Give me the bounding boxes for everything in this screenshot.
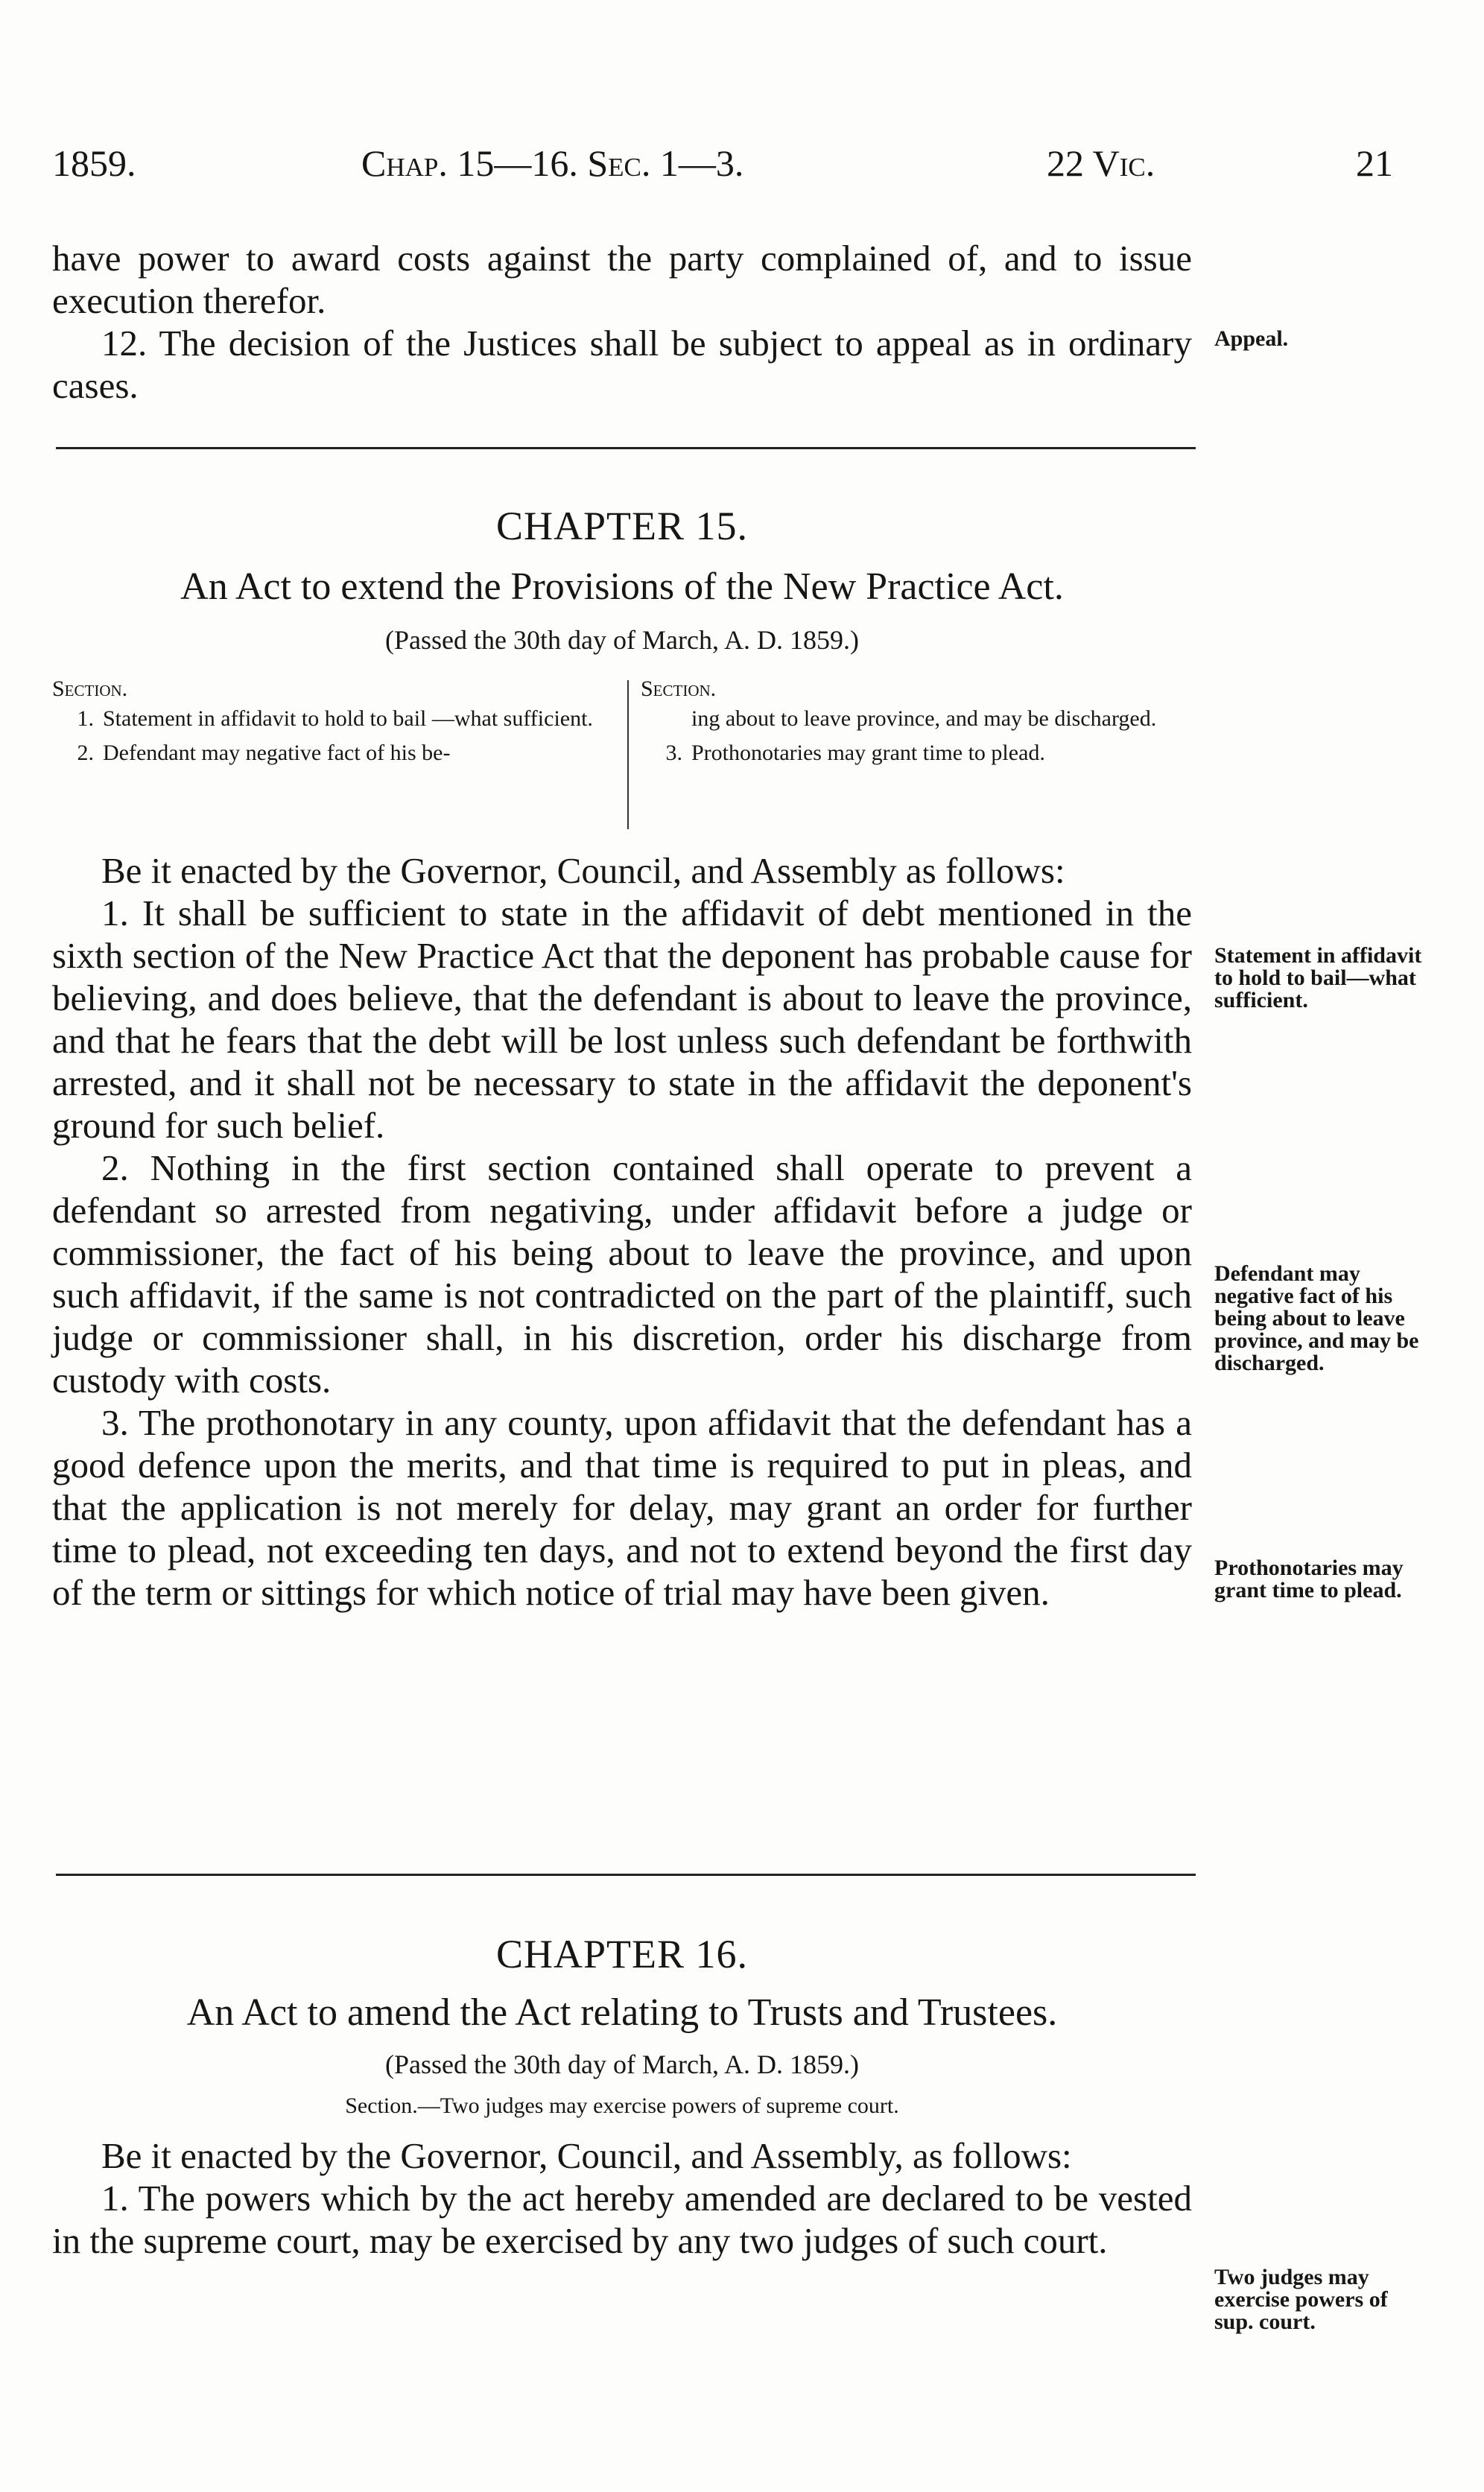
contents-column-divider: [627, 680, 629, 829]
chapter-16-contents: Section.—Two judges may exercise powers of supreme court.: [345, 2093, 899, 2118]
header-year: 1859.: [52, 142, 136, 184]
chapter-15-heading: CHAPTER 15.: [495, 504, 749, 548]
section-text: The powers which by the act hereby amended are declared to be vested in the supreme court, may be exercised by any two judges of such court.: [52, 2178, 1192, 2261]
contents-item-number: [641, 704, 691, 734]
carryover-paragraph: have power to award costs against the party complained of, and to issue execution therefor.: [52, 238, 1192, 321]
chapter-16-passed-date: (Passed the 30th day of March, A. D. 1859.): [385, 2049, 859, 2079]
section-number: 2.: [101, 1147, 129, 1188]
chapter-15-passed-date: (Passed the 30th day of March, A. D. 1859.): [385, 625, 859, 655]
section-number: 1.: [101, 2178, 129, 2219]
section-text: Nothing in the first section contained shall operate to prevent a defendant so arrested from negativing, under affidavit before a judge or commissioner, the fact of his being about to leave the province, and upon such affidavit, if the same is not contradicted on the part of the plaintiff, such judge or commissioner shall, in his discretion, order his discharge from custody with costs.: [52, 1147, 1192, 1401]
contents-left-column: [52, 674, 618, 773]
margin-note-statement-affidavit: Statement in affidavit to hold to bail—what sufficient.: [1214, 943, 1422, 1012]
section-paragraph: [52, 1147, 1192, 1401]
contents-item-text: ing about to leave province, and may be discharged.: [691, 706, 1157, 731]
chapter-16-act-title: An Act to amend the Act relating to Trusts and Trustees.: [186, 1991, 1058, 2034]
margin-note-two-judges: Two judges may exercise powers of sup. court.: [1214, 2265, 1388, 2334]
contents-section-label: Section.: [641, 676, 717, 701]
contents-item-text: Prothonotaries may grant time to plead.: [691, 741, 1045, 765]
page-number: 21: [1356, 142, 1393, 184]
running-header: [52, 142, 1393, 194]
section-number: 3.: [101, 1402, 129, 1443]
contents-item-number: 3.: [665, 741, 682, 765]
chapter-16-body: [52, 2134, 1192, 2262]
section-number: 12.: [101, 323, 148, 364]
contents-item: [641, 738, 1192, 768]
contents-item-text: Statement in affidavit to hold to bail —what sufficient.: [103, 706, 593, 731]
carryover-text-block: [52, 237, 1192, 407]
header-chapter-section: Chap. 15—16. Sec. 1—3.: [361, 142, 744, 184]
section-number: 1.: [101, 893, 129, 933]
chapter-15-act-title: An Act to extend the Provisions of the New Practice Act.: [180, 565, 1064, 608]
chapter-divider: [56, 1874, 1196, 1876]
margin-note-defendant-negative: Defendant may negative fact of his being about to leave province, and may be discharged.: [1214, 1261, 1419, 1375]
section-paragraph: [52, 2177, 1192, 2262]
chapter-15-body: [52, 849, 1192, 1614]
contents-item-number: 2.: [77, 741, 94, 765]
contents-item: [641, 704, 1192, 734]
section-12-paragraph: [52, 322, 1192, 407]
chapter-15-contents: [52, 674, 1192, 831]
margin-note-prothonotaries: Prothonotaries may grant time to plead.: [1214, 1556, 1404, 1602]
section-text: The prothonotary in any county, upon affidavit that the defendant has a good defence upon the merits, and that time is required to put in pleas, and that the application is not merely for delay, may grant an order for further time to plead, not exceeding ten days, and not to extend beyond the first day of the term or sittings for which notice of trial may have been given.: [52, 1402, 1192, 1613]
section-text: It shall be sufficient to state in the affidavit of debt mentioned in the sixth section of the New Practice Act that the deponent has probable cause for believing, and does believe, that the defendant is about to leave the province, and that he fears that the debt will be lost unless such defendant be forthwith arrested, and it shall not be necessary to state in the affidavit the deponent's ground for such belief.: [52, 893, 1192, 1146]
contents-item-text: Defendant may negative fact of his be-: [103, 741, 451, 765]
margin-note-appeal: Appeal.: [1214, 326, 1289, 351]
enacting-clause: Be it enacted by the Governor, Council, and Assembly, as follows:: [101, 2135, 1072, 2176]
contents-item: [52, 738, 618, 768]
contents-item-number: 1.: [77, 706, 94, 731]
contents-right-column: [641, 674, 1192, 773]
chapter-divider: [56, 447, 1196, 449]
contents-item: [52, 704, 618, 734]
section-text: The decision of the Justices shall be subject to appeal as in ordinary cases.: [52, 323, 1192, 406]
section-paragraph: [52, 1401, 1192, 1614]
contents-section-label: Section.: [52, 676, 128, 701]
enacting-clause: Be it enacted by the Governor, Council, and Assembly as follows:: [101, 850, 1065, 891]
header-regnal-year: 22 Vic.: [1047, 142, 1155, 184]
chapter-16-heading: CHAPTER 16.: [495, 1932, 749, 1976]
section-paragraph: [52, 892, 1192, 1147]
